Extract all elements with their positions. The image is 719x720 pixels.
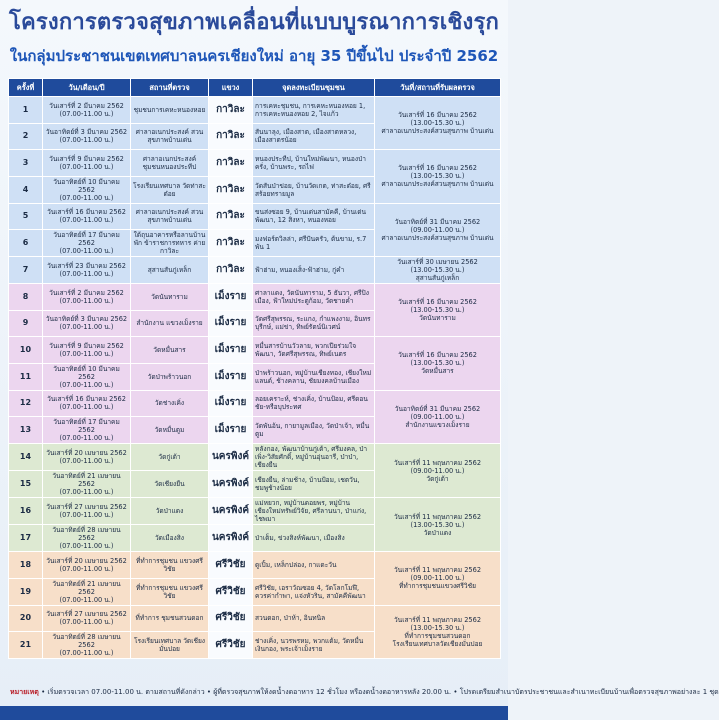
- row-number: 18: [9, 552, 43, 579]
- row-communities: ฟ้าฮ่าม, หนองเส็ง-ฟ้าฮ่าม, กู่คำ: [253, 257, 375, 284]
- row-zone: เม็งราย: [209, 310, 253, 337]
- row-time-text: (07.00-11.00 น.): [59, 618, 114, 627]
- row-time-text: (07.00-11.00 น.): [59, 349, 114, 358]
- row-date-text: วันเสาร์ที่ 9 มีนาคม 2562: [49, 341, 124, 350]
- results-line: วัดนันทาราม: [419, 314, 456, 322]
- table-row: [9, 605, 501, 632]
- row-number: 3: [9, 150, 43, 177]
- row-number: 15: [9, 471, 43, 498]
- row-date: [43, 552, 131, 579]
- row-date: [43, 605, 131, 632]
- row-results: [375, 390, 501, 444]
- results-line: ที่ทำการชุมชนแขวงศรีวิชัย: [399, 582, 476, 591]
- row-time-text: (07.00-11.00 น.): [59, 403, 114, 412]
- row-zone: เม็งราย: [209, 284, 253, 311]
- row-date-text: วันอาทิตย์ที่ 28 เมษายน 2562: [52, 633, 121, 649]
- note-text: • เริ่มตรวจเวลา 07.00-11.00 น. ตามสถานที่ดังกล่าว • ผู้ที่ตรวจสุขภาพให้งดน้ำงดอาหาร 12 ชั่วโมง หรืองดน้ำงดอาหารหลัง 20.00 น. • โปรดเตรียมสำเนาบัตรประชาชนและสำเนาทะเบียนบ้านเพื่อตรวจสุขภาพอย่างละ 1 ชุด: [41, 688, 719, 696]
- header-no: ครั้งที่: [9, 79, 43, 97]
- header-zone: แขวง: [209, 79, 253, 97]
- row-communities: สันนาลุง, เมืองสาต, เมืองสาตหลวง, เมืองสาตรน้อย: [253, 123, 375, 150]
- row-date: [43, 337, 131, 364]
- row-date: [43, 97, 131, 124]
- row-place: วัดเมืองสิง: [131, 525, 209, 552]
- results-line: สำนักงานแขวงเม็งราย: [405, 420, 470, 429]
- row-zone: ศรีวิชัย: [209, 552, 253, 579]
- row-date: [43, 284, 131, 311]
- row-communities: ช่างเคิ่ง, นวรพรหม, พวกแต้ม, วัดหมื่นเงินกอง, พระเจ้าเม็งราย: [253, 632, 375, 659]
- results-line: วันเสาร์ที่ 11 พฤษภาคม 2562: [393, 458, 482, 467]
- row-zone: ศรีวิชัย: [209, 632, 253, 659]
- row-communities: ป่าเต็ม, ข่วงสิงห์พัฒนา, เมืองสิง: [253, 525, 375, 552]
- row-results: [375, 284, 501, 337]
- results-line: (13.00-15.30 น.): [410, 306, 465, 314]
- footer-bar: [0, 706, 508, 720]
- table-row: [9, 337, 501, 364]
- results-line: สุสานสันกู่เหล็ก: [415, 274, 460, 282]
- table-row: [9, 284, 501, 311]
- row-time-text: (07.00-11.00 น.): [59, 136, 114, 145]
- row-date: [43, 632, 131, 659]
- row-zone: เม็งราย: [209, 337, 253, 364]
- results-line: วันเสาร์ที่ 11 พฤษภาคม 2562: [393, 512, 482, 521]
- row-date: [43, 123, 131, 150]
- row-zone: กาวิละ: [209, 230, 253, 257]
- row-number: 8: [9, 284, 43, 311]
- row-place: ใต้ถุนอาคารหรือลานบ้านพัก ข้าราชการทหาร ค่ายกาวิละ: [131, 230, 209, 257]
- row-place: สำนักงาน แขวงเม็งราย: [131, 310, 209, 337]
- row-number: 20: [9, 605, 43, 632]
- row-results: [375, 552, 501, 606]
- row-time-text: (07.00-11.00 น.): [59, 649, 114, 657]
- results-line: ศาลาอเนกประสงค์สวนสุขภาพ บ้านเด่น: [381, 127, 494, 135]
- row-communities: แม่หยวก, หมู่บ้านดอยพร, หมู่บ้านเชียงใหม่ทรัพย์วิจัย, ศรีลานนา, ป่าแก่ง, ไชพมา: [253, 498, 375, 525]
- row-place: วัดหมื่นสาร: [131, 337, 209, 364]
- row-date: [43, 176, 131, 203]
- table-row: [9, 203, 501, 230]
- row-number: 12: [9, 390, 43, 417]
- header-place: สถานที่ตรวจ: [131, 79, 209, 97]
- row-date: [43, 417, 131, 444]
- row-time-text: (07.00-11.00 น.): [59, 457, 114, 465]
- row-place: วัดช่างเคิ่ง: [131, 390, 209, 417]
- row-number: 21: [9, 632, 43, 659]
- row-zone: กาวิละ: [209, 176, 253, 203]
- results-line: (09.00-11.00 น.): [410, 466, 465, 475]
- row-zone: นครพิงค์: [209, 471, 253, 498]
- row-date-text: วันเสาร์ที่ 2 มีนาคม 2562: [49, 288, 124, 297]
- row-zone: กาวิละ: [209, 203, 253, 230]
- title-line-1: โครงการตรวจสุขภาพเคลื่อนที่แบบบูรณาการเชิงรุก: [8, 10, 500, 35]
- row-communities: ศาลาแดง, วัดนันทาราม, 5 ธันวา, ศรีปิงเมือง, ฟ้าใหม่ประตูก้อม, วัดชายค่ำ: [253, 284, 375, 311]
- row-number: 6: [9, 230, 43, 257]
- row-time-text: (07.00-11.00 น.): [59, 270, 114, 278]
- row-number: 5: [9, 203, 43, 230]
- row-place: ที่ทำการ ชุมชนสวนดอก: [131, 605, 209, 632]
- row-number: 13: [9, 417, 43, 444]
- row-time-text: (07.00-11.00 น.): [59, 193, 114, 202]
- results-line: วันอาทิตย์ที่ 31 มีนาคม 2562: [394, 217, 481, 226]
- results-line: (13.00-15.30 น.): [410, 623, 465, 632]
- table-row: [9, 444, 501, 471]
- results-line: วัดกู่เต้า: [426, 474, 449, 483]
- row-place: ศาลาอเนกประสงค์ ชุมชนหนองประทีป: [131, 150, 209, 177]
- table-row: [9, 97, 501, 124]
- row-date-text: วันเสาร์ที่ 16 มีนาคม 2562: [47, 395, 126, 404]
- row-date: [43, 525, 131, 552]
- row-place: วัดเชียงยืน: [131, 471, 209, 498]
- row-communities: วัดศรีสุพรรณ, ระแกง, กำแพงงาม, อินทรบุรีกษ์, แม่ข่า, ทิพย์รัตน์นิเวศน์: [253, 310, 375, 337]
- row-place: ชุมชนการเคหะหนองหอย: [131, 97, 209, 124]
- results-line: วันเสาร์ที่ 11 พฤษภาคม 2562: [393, 615, 482, 624]
- row-zone: เม็งราย: [209, 390, 253, 417]
- row-date: [43, 498, 131, 525]
- results-line: (09.00-11.00 น.): [410, 574, 465, 583]
- results-line: ศาลาอเนกประสงค์สวนสุขภาพ บ้านเด่น: [381, 180, 494, 189]
- row-place: วัดกู่เต้า: [131, 444, 209, 471]
- table-row: [9, 498, 501, 525]
- results-line: (13.00-15.30 น.): [410, 359, 465, 368]
- row-zone: ศรีวิชัย: [209, 605, 253, 632]
- row-time-text: (07.00-11.00 น.): [59, 434, 114, 442]
- row-date: [43, 578, 131, 605]
- row-date-text: วันอาทิตย์ที่ 3 มีนาคม 2562: [45, 128, 128, 137]
- row-date-text: วันเสาร์ที่ 27 เมษายน 2562: [46, 610, 127, 619]
- row-time-text: (07.00-11.00 น.): [59, 216, 114, 225]
- row-place: วัดป่าพร้าวนอก: [131, 363, 209, 390]
- row-zone: กาวิละ: [209, 150, 253, 177]
- row-number: 2: [9, 123, 43, 150]
- results-line: วัดหมื่นสาร: [421, 367, 454, 376]
- row-date: [43, 203, 131, 230]
- row-number: 4: [9, 176, 43, 203]
- row-date: [43, 257, 131, 284]
- row-place: ศาลาอเนกประสงค์ สวนสุขภาพบ้านเด่น: [131, 203, 209, 230]
- results-line: วันอาทิตย์ที่ 31 มีนาคม 2562: [394, 404, 481, 413]
- row-date-text: วันเสาร์ที่ 16 มีนาคม 2562: [47, 208, 126, 217]
- note-label: หมายเหตุ: [10, 688, 39, 696]
- row-zone: ศรีวิชัย: [209, 578, 253, 605]
- row-communities: ดูเปิ้ม, เหล็กปล่อง, กาแดะวัน: [253, 552, 375, 579]
- row-date: [43, 310, 131, 337]
- row-date-text: วันอาทิตย์ที่ 28 เมษายน 2562: [52, 526, 121, 542]
- row-date-text: วันอาทิตย์ที่ 21 เมษายน 2562: [52, 579, 121, 596]
- row-time-text: (07.00-11.00 น.): [59, 247, 114, 255]
- row-date-text: วันอาทิตย์ที่ 3 มีนาคม 2562: [45, 315, 128, 324]
- row-time-text: (07.00-11.00 น.): [59, 511, 114, 519]
- row-communities: ขนส่งซอย 9, บ้านเด่นสามัคคี, บ้านเด่นพัฒนา, 12 สิงหา, หนองหอย: [253, 203, 375, 230]
- row-number: 11: [9, 363, 43, 390]
- row-communities: ศรีวิชัย, เอราวัณซอย 4, วัดโลกโมฬี, ควรค่ากำพา, แจ่งหัวริน, สามัคคีพัฒนา: [253, 578, 375, 605]
- row-communities: ลอยเคราะห์, ช่างเคิ่ง, บ้านป้อม, ศรีดอนชัย-หรือบุประทศ: [253, 390, 375, 417]
- row-date: [43, 150, 131, 177]
- results-line: โรงเรียนเทศบาลวัดเชียงมั่นปอย: [392, 639, 483, 648]
- row-number: 1: [9, 97, 43, 124]
- results-line: ศาลาอเนกประสงค์สวนสุขภาพ บ้านเด่น: [381, 233, 494, 242]
- row-time-text: (07.00-11.00 น.): [59, 564, 114, 573]
- row-results: [375, 257, 501, 284]
- row-results: [375, 203, 501, 257]
- results-line: (13.00-15.30 น.): [410, 266, 465, 274]
- row-date: [43, 230, 131, 257]
- header-row: [9, 79, 501, 97]
- results-line: วันเสาร์ที่ 16 มีนาคม 2562: [398, 111, 477, 119]
- results-line: วันเสาร์ที่ 30 เมษายน 2562: [397, 258, 478, 266]
- row-date-text: วันเสาร์ที่ 27 เมษายน 2562: [46, 503, 127, 511]
- row-date-text: วันอาทิตย์ที่ 17 มีนาคม 2562: [53, 231, 120, 247]
- row-date-text: วันอาทิตย์ที่ 10 มีนาคม 2562: [53, 364, 120, 381]
- row-date-text: วันเสาร์ที่ 20 เมษายน 2562: [46, 556, 127, 565]
- results-line: (09.00-11.00 น.): [410, 412, 465, 421]
- row-zone: เม็งราย: [209, 363, 253, 390]
- row-time-text: (07.00-11.00 น.): [59, 109, 114, 118]
- row-time-text: (07.00-11.00 น.): [59, 488, 114, 496]
- row-zone: นครพิงค์: [209, 444, 253, 471]
- results-line: วัดป่าแดง: [423, 528, 452, 537]
- results-line: วันเสาร์ที่ 11 พฤษภาคม 2562: [393, 566, 482, 575]
- row-results: [375, 498, 501, 552]
- row-place: วัดป่าแดง: [131, 498, 209, 525]
- row-zone: กาวิละ: [209, 257, 253, 284]
- results-line: ที่ทำการชุมชนสวนดอก: [404, 631, 471, 640]
- results-line: วันเสาร์ที่ 16 มีนาคม 2562: [398, 164, 477, 173]
- schedule-table: [8, 78, 501, 659]
- row-place: วัดนันทาราม: [131, 284, 209, 311]
- row-communities: วัดสันป่าข่อย, บ้านวัดเกต, ท่าสะต๋อย, ศรีสร้อยทรายมูล: [253, 176, 375, 203]
- row-communities: หมื่นสารบ้านวัวลาย, พวกเปียร่วมใจพัฒนา, วัดศรีสุพรรณ, ทิพย์เนตร: [253, 337, 375, 364]
- row-communities: มงฟอร์ตวิลล่า, ศรีปันครัว, ต้นขาม, ร.7 พัน 1: [253, 230, 375, 257]
- row-time-text: (07.00-11.00 น.): [59, 296, 114, 305]
- row-zone: นครพิงค์: [209, 498, 253, 525]
- row-date-text: วันอาทิตย์ที่ 10 มีนาคม 2562: [53, 177, 120, 194]
- results-line: (13.00-15.30 น.): [410, 172, 465, 181]
- table-row: [9, 552, 501, 579]
- results-line: (13.00-15.30 น.): [410, 520, 465, 529]
- header-results: วันที่/สถานที่รับผลตรวจ: [375, 79, 501, 97]
- row-results: [375, 444, 501, 498]
- row-number: 14: [9, 444, 43, 471]
- row-time-text: (07.00-11.00 น.): [59, 595, 114, 604]
- row-date-text: วันเสาร์ที่ 2 มีนาคม 2562: [49, 101, 124, 110]
- row-number: 19: [9, 578, 43, 605]
- row-place: วัดหมื่นตูม: [131, 417, 209, 444]
- row-communities: สวนดอก, ป่าห้า, อินทนิล: [253, 605, 375, 632]
- row-date-text: วันเสาร์ที่ 23 มีนาคม 2562: [47, 262, 126, 270]
- row-communities: การเคหะชุมชน, การเคหะหนองหอย 1, การเคหะหนองหอย 2, ไจแก้ว: [253, 97, 375, 124]
- row-date-text: วันเสาร์ที่ 20 เมษายน 2562: [46, 449, 127, 457]
- row-zone: กาวิละ: [209, 97, 253, 124]
- header-date: วัน/เดือน/ปี: [43, 79, 131, 97]
- results-line: (09.00-11.00 น.): [410, 225, 465, 234]
- row-zone: เม็งราย: [209, 417, 253, 444]
- row-communities: เชียงยืน, ล่ามช้าง, บ้านป้อม, เชตวัน, ชมพูช้างน้อย: [253, 471, 375, 498]
- row-date: [43, 471, 131, 498]
- row-time-text: (07.00-11.00 น.): [59, 542, 114, 550]
- row-place: โรงเรียนเทศบาล วัดเชียงมั่นปอย: [131, 632, 209, 659]
- row-results: [375, 605, 501, 659]
- results-line: วันเสาร์ที่ 16 มีนาคม 2562: [398, 351, 477, 360]
- row-date: [43, 444, 131, 471]
- title-line-2: ในกลุ่มประชาชนเขตเทศบาลนครเชียงใหม่ อายุ 35 ปีขึ้นไป ประจำปี 2562: [9, 47, 499, 65]
- row-date-text: วันอาทิตย์ที่ 21 เมษายน 2562: [52, 472, 121, 488]
- row-date-text: วันเสาร์ที่ 9 มีนาคม 2562: [49, 154, 124, 163]
- results-line: วันเสาร์ที่ 16 มีนาคม 2562: [398, 298, 477, 306]
- row-date: [43, 390, 131, 417]
- row-time-text: (07.00-11.00 น.): [59, 323, 114, 332]
- results-line: (13.00-15.30 น.): [410, 119, 465, 127]
- row-communities: หลังกอง, พัฒนาบ้านกู่เต้า, ศรีมงคล, ป่าเพิ่ง-วิสัยศักดิ์, หมู่บ้านอุ่นอารี, ป่าป่า, เชียงยืน: [253, 444, 375, 471]
- row-communities: หนองประทีป, บ้านใหม่พัฒนา, หนองป่าครั่ง, บ้านพระ, รถไฟ: [253, 150, 375, 177]
- header-communities: จุดลงทะเบียนชุมชน: [253, 79, 375, 97]
- row-results: [375, 150, 501, 204]
- row-time-text: (07.00-11.00 น.): [59, 162, 114, 171]
- row-zone: นครพิงค์: [209, 525, 253, 552]
- row-results: [375, 97, 501, 150]
- row-communities: วัดพันอ้น, กายามูลเมือง, วัดป่าเจ้า, หมื่นตูม: [253, 417, 375, 444]
- row-place: โรงเรียนเทศบาล วัดท่าสะต๋อย: [131, 176, 209, 203]
- row-date-text: วันอาทิตย์ที่ 17 มีนาคม 2562: [53, 418, 120, 434]
- table-row: [9, 150, 501, 177]
- row-results: [375, 337, 501, 391]
- footnote: [10, 688, 719, 697]
- row-time-text: (07.00-11.00 น.): [59, 380, 114, 389]
- row-place: สุสานสันกู่เหล็ก: [131, 257, 209, 284]
- row-number: 17: [9, 525, 43, 552]
- row-communities: ป่าพร้าวนอก, หมู่บ้านเชียงทอง, เชียงใหม่แลนด์, ช้างคลาน, ชัยมงคลบ้านเมือง: [253, 363, 375, 390]
- row-number: 9: [9, 310, 43, 337]
- row-place: ที่ทำการชุมชน แขวงศรีวิชัย: [131, 552, 209, 579]
- row-number: 7: [9, 257, 43, 284]
- row-place: ศาลาอเนกประสงค์ สวนสุขภาพบ้านเด่น: [131, 123, 209, 150]
- row-number: 10: [9, 337, 43, 364]
- row-place: ที่ทำการชุมชน แขวงศรีวิชัย: [131, 578, 209, 605]
- table-row: [9, 390, 501, 417]
- row-date: [43, 363, 131, 390]
- row-zone: กาวิละ: [209, 123, 253, 150]
- row-number: 16: [9, 498, 43, 525]
- table-row: [9, 257, 501, 284]
